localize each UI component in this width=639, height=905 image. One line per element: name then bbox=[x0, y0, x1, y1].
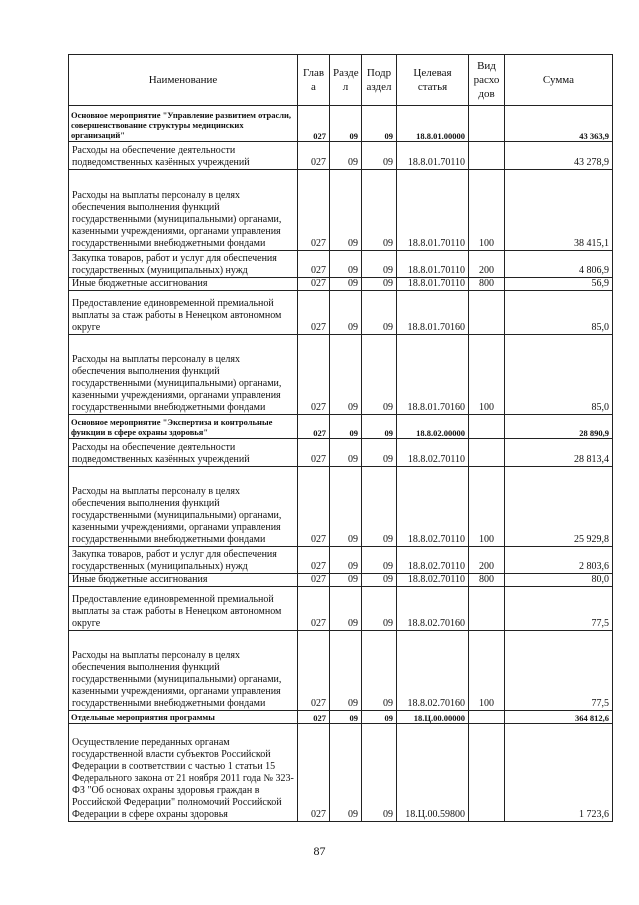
row-sum: 4 806,9 bbox=[505, 251, 613, 278]
row-name: Расходы на выплаты персоналу в целях обеспечения выполнения функций государственными (муниципальными) органами, казенными учреждениями, органами управления государственными внебюджетными фондами bbox=[69, 335, 298, 415]
row-vid bbox=[469, 711, 505, 724]
row-vid bbox=[469, 142, 505, 170]
row-razdel: 09 bbox=[330, 574, 362, 587]
table-row bbox=[69, 711, 613, 724]
header-podrazdel: Подр аздел bbox=[362, 55, 397, 106]
table-row bbox=[69, 278, 613, 291]
row-glava: 027 bbox=[298, 587, 330, 631]
row-glava: 027 bbox=[298, 415, 330, 439]
row-vid bbox=[469, 439, 505, 467]
row-glava: 027 bbox=[298, 574, 330, 587]
row-podrazdel: 09 bbox=[362, 587, 397, 631]
row-glava: 027 bbox=[298, 106, 330, 142]
row-name: Предоставление единовременной премиальной выплаты за стаж работы в Ненецком автономном округе bbox=[69, 587, 298, 631]
table-row bbox=[69, 251, 613, 278]
table-row bbox=[69, 415, 613, 439]
row-name: Закупка товаров, работ и услуг для обеспечения государственных (муниципальных) нужд bbox=[69, 251, 298, 278]
table-row bbox=[69, 574, 613, 587]
header-razdel: Разде л bbox=[330, 55, 362, 106]
table-row bbox=[69, 335, 613, 415]
budget-table bbox=[68, 54, 613, 822]
row-target: 18.8.01.70160 bbox=[397, 291, 469, 335]
row-sum: 80,0 bbox=[505, 574, 613, 587]
row-vid: 100 bbox=[469, 335, 505, 415]
row-target: 18.8.02.70110 bbox=[397, 574, 469, 587]
row-sum: 28 813,4 bbox=[505, 439, 613, 467]
row-razdel: 09 bbox=[330, 106, 362, 142]
row-glava: 027 bbox=[298, 170, 330, 251]
row-podrazdel: 09 bbox=[362, 335, 397, 415]
row-glava: 027 bbox=[298, 251, 330, 278]
header-sum: Сумма bbox=[505, 55, 613, 106]
header-glava: Глав а bbox=[298, 55, 330, 106]
row-sum: 38 415,1 bbox=[505, 170, 613, 251]
row-name: Осуществление переданных органам государственной власти субъектов Российской Федерации в соответствии с частью 1 статьи 15 Федерального закона от 21 ноября 2011 года № 323-ФЗ "Об основах охраны здоровья граждан в Российской Федерации" полномочий Российской Федерации в сфере охраны здоровья bbox=[69, 724, 298, 822]
row-target: 18.8.02.00000 bbox=[397, 415, 469, 439]
table-row bbox=[69, 291, 613, 335]
table-row bbox=[69, 142, 613, 170]
row-vid: 800 bbox=[469, 574, 505, 587]
row-sum: 364 812,6 bbox=[505, 711, 613, 724]
row-target: 18.8.02.70160 bbox=[397, 587, 469, 631]
table-row bbox=[69, 170, 613, 251]
row-glava: 027 bbox=[298, 291, 330, 335]
row-vid bbox=[469, 291, 505, 335]
row-name: Расходы на обеспечение деятельности подведомственных казённых учреждений bbox=[69, 439, 298, 467]
row-sum: 85,0 bbox=[505, 335, 613, 415]
header-vid: Вид расхо дов bbox=[469, 55, 505, 106]
row-glava: 027 bbox=[298, 547, 330, 574]
row-razdel: 09 bbox=[330, 547, 362, 574]
row-podrazdel: 09 bbox=[362, 170, 397, 251]
row-vid: 100 bbox=[469, 170, 505, 251]
row-razdel: 09 bbox=[330, 251, 362, 278]
row-target: 18.8.02.70110 bbox=[397, 467, 469, 547]
row-target: 18.8.01.70110 bbox=[397, 142, 469, 170]
row-sum: 43 363,9 bbox=[505, 106, 613, 142]
row-name: Отдельные мероприятия программы bbox=[69, 711, 298, 724]
row-vid: 200 bbox=[469, 547, 505, 574]
row-podrazdel: 09 bbox=[362, 106, 397, 142]
row-target: 18.8.02.70160 bbox=[397, 631, 469, 711]
row-vid: 100 bbox=[469, 467, 505, 547]
row-name: Иные бюджетные ассигнования bbox=[69, 278, 298, 291]
table-row bbox=[69, 587, 613, 631]
row-name: Расходы на выплаты персоналу в целях обеспечения выполнения функций государственными (муниципальными) органами, казенными учреждениями, органами управления государственными внебюджетными фондами bbox=[69, 170, 298, 251]
row-podrazdel: 09 bbox=[362, 574, 397, 587]
row-name: Основное мероприятие "Управление развитием отрасли, совершенствование структуры медицинских организаций" bbox=[69, 106, 298, 142]
row-glava: 027 bbox=[298, 439, 330, 467]
row-podrazdel: 09 bbox=[362, 278, 397, 291]
row-podrazdel: 09 bbox=[362, 415, 397, 439]
page-number: 87 bbox=[313, 844, 326, 858]
row-sum: 43 278,9 bbox=[505, 142, 613, 170]
row-name: Основное мероприятие "Экспертиза и контрольные функции в сфере охраны здоровья" bbox=[69, 415, 298, 439]
header-name: Наименование bbox=[69, 55, 298, 106]
row-target: 18.8.01.70110 bbox=[397, 278, 469, 291]
row-podrazdel: 09 bbox=[362, 251, 397, 278]
table-row bbox=[69, 724, 613, 822]
row-sum: 56,9 bbox=[505, 278, 613, 291]
row-razdel: 09 bbox=[330, 142, 362, 170]
row-target: 18.Ц.00.59800 bbox=[397, 724, 469, 822]
row-vid: 200 bbox=[469, 251, 505, 278]
row-target: 18.8.01.70110 bbox=[397, 170, 469, 251]
table-header-row bbox=[69, 55, 613, 106]
row-razdel: 09 bbox=[330, 439, 362, 467]
row-razdel: 09 bbox=[330, 335, 362, 415]
row-razdel: 09 bbox=[330, 467, 362, 547]
row-glava: 027 bbox=[298, 467, 330, 547]
row-name: Расходы на выплаты персоналу в целях обеспечения выполнения функций государственными (муниципальными) органами, казенными учреждениями, органами управления государственными внебюджетными фондами bbox=[69, 631, 298, 711]
row-podrazdel: 09 bbox=[362, 711, 397, 724]
row-sum: 77,5 bbox=[505, 631, 613, 711]
row-podrazdel: 09 bbox=[362, 724, 397, 822]
row-sum: 25 929,8 bbox=[505, 467, 613, 547]
row-podrazdel: 09 bbox=[362, 467, 397, 547]
row-razdel: 09 bbox=[330, 711, 362, 724]
row-glava: 027 bbox=[298, 335, 330, 415]
row-vid: 800 bbox=[469, 278, 505, 291]
row-target: 18.8.01.70160 bbox=[397, 335, 469, 415]
row-sum: 28 890,9 bbox=[505, 415, 613, 439]
row-podrazdel: 09 bbox=[362, 547, 397, 574]
row-name: Иные бюджетные ассигнования bbox=[69, 574, 298, 587]
row-glava: 027 bbox=[298, 631, 330, 711]
row-target: 18.Ц.00.00000 bbox=[397, 711, 469, 724]
table-row bbox=[69, 467, 613, 547]
row-glava: 027 bbox=[298, 711, 330, 724]
row-name: Закупка товаров, работ и услуг для обеспечения государственных (муниципальных) нужд bbox=[69, 547, 298, 574]
row-glava: 027 bbox=[298, 142, 330, 170]
row-sum: 77,5 bbox=[505, 587, 613, 631]
row-glava: 027 bbox=[298, 278, 330, 291]
row-podrazdel: 09 bbox=[362, 439, 397, 467]
row-glava: 027 bbox=[298, 724, 330, 822]
row-razdel: 09 bbox=[330, 631, 362, 711]
row-target: 18.8.02.70110 bbox=[397, 547, 469, 574]
row-razdel: 09 bbox=[330, 724, 362, 822]
row-razdel: 09 bbox=[330, 170, 362, 251]
row-podrazdel: 09 bbox=[362, 291, 397, 335]
row-podrazdel: 09 bbox=[362, 631, 397, 711]
row-vid bbox=[469, 415, 505, 439]
table-row bbox=[69, 631, 613, 711]
row-vid bbox=[469, 106, 505, 142]
table-row bbox=[69, 106, 613, 142]
row-target: 18.8.02.70110 bbox=[397, 439, 469, 467]
row-target: 18.8.01.00000 bbox=[397, 106, 469, 142]
row-name: Предоставление единовременной премиальной выплаты за стаж работы в Ненецком автономном округе bbox=[69, 291, 298, 335]
row-sum: 85,0 bbox=[505, 291, 613, 335]
row-podrazdel: 09 bbox=[362, 142, 397, 170]
row-razdel: 09 bbox=[330, 278, 362, 291]
row-razdel: 09 bbox=[330, 415, 362, 439]
table-row bbox=[69, 439, 613, 467]
table-row bbox=[69, 547, 613, 574]
row-vid bbox=[469, 724, 505, 822]
row-vid: 100 bbox=[469, 631, 505, 711]
row-vid bbox=[469, 587, 505, 631]
row-name: Расходы на выплаты персоналу в целях обеспечения выполнения функций государственными (муниципальными) органами, казенными учреждениями, органами управления государственными внебюджетными фондами bbox=[69, 467, 298, 547]
row-sum: 1 723,6 bbox=[505, 724, 613, 822]
row-razdel: 09 bbox=[330, 587, 362, 631]
row-target: 18.8.01.70110 bbox=[397, 251, 469, 278]
row-razdel: 09 bbox=[330, 291, 362, 335]
row-sum: 2 803,6 bbox=[505, 547, 613, 574]
row-name: Расходы на обеспечение деятельности подведомственных казённых учреждений bbox=[69, 142, 298, 170]
header-target: Целевая статья bbox=[397, 55, 469, 106]
